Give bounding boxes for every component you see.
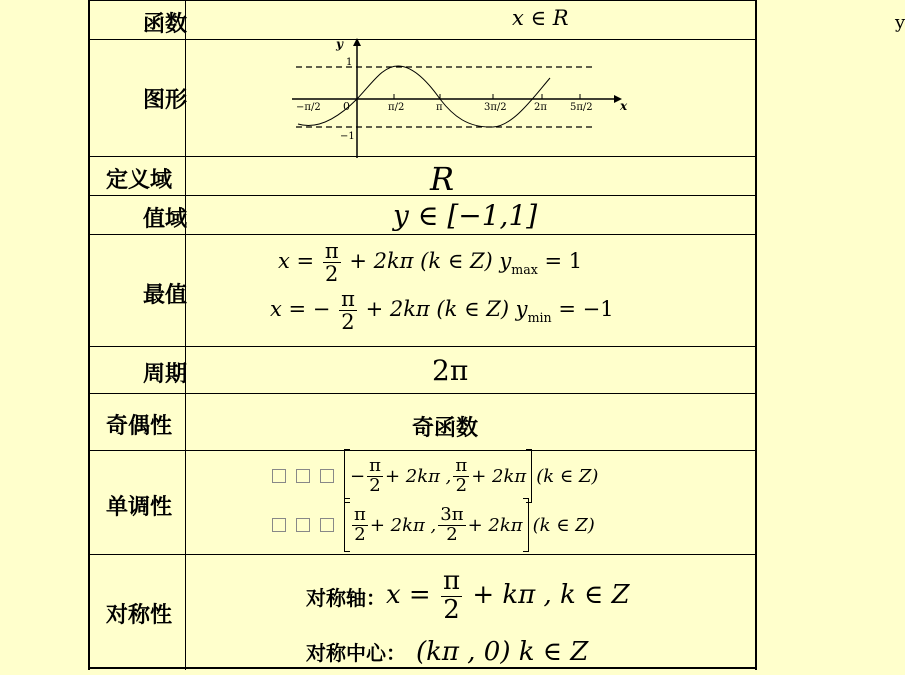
- row-divider: [89, 195, 756, 196]
- y-tick-neg1: −1: [340, 131, 355, 142]
- row-label-monotonicity: 单调性: [106, 495, 173, 520]
- sine-graph: [288, 38, 628, 160]
- x-tick-label: π/2: [388, 102, 405, 113]
- extrema-min-formula: x = − $\frac{\pi}{2}$ + 2kπ (k ∈ Z) $y_{min} = -1$: [270, 287, 614, 335]
- y-axis-label: y: [336, 37, 343, 51]
- x-tick-label: −π/2: [296, 102, 321, 113]
- parity-value: 奇函数: [412, 416, 479, 441]
- cut-off-text: y: [895, 12, 905, 33]
- row-label-period: 周期: [143, 362, 188, 387]
- row-divider: [89, 0, 756, 1]
- row-label-extrema: 最值: [143, 283, 188, 308]
- function-domain-value: x ∈ R: [512, 6, 569, 30]
- y-axis-arrow: [353, 38, 361, 46]
- table-left-border: [88, 0, 90, 670]
- sine-curve: [298, 66, 550, 127]
- y-tick-1: 1: [346, 57, 353, 68]
- row-label-symmetry: 对称性: [106, 603, 173, 628]
- table-right-border: [755, 0, 757, 670]
- monotonic-decrease-interval: $\frac{\pi}{2}$ + 2kπ , $\frac{3\pi}{2}$ + 2kπ (k ∈ Z): [272, 498, 595, 552]
- domain-value: R: [430, 160, 455, 198]
- row-label-function: 函数: [143, 12, 188, 37]
- period-value: 2π: [432, 354, 469, 387]
- symmetry-axis: 对称轴： x = $\frac{\pi}{2}$ + kπ , k ∈ Z: [306, 566, 630, 625]
- row-divider: [89, 234, 756, 235]
- row-label-domain: 定义域: [106, 168, 173, 193]
- x-axis-label: x: [620, 99, 628, 113]
- origin-label: 0: [343, 100, 350, 113]
- row-divider: [89, 554, 756, 555]
- row-label-parity: 奇偶性: [106, 414, 173, 439]
- symmetry-center: 对称中心： (kπ , 0) k ∈ Z: [306, 637, 589, 667]
- row-divider: [89, 346, 756, 347]
- row-label-range: 值域: [143, 207, 188, 232]
- x-tick-label: 5π/2: [570, 102, 593, 113]
- x-tick-label: π: [436, 102, 443, 113]
- x-tick-label: 2π: [534, 102, 547, 113]
- monotonic-increase-interval: − $\frac{\pi}{2}$ + 2kπ , $\frac{\pi}{2}$ + 2kπ (k ∈ Z): [272, 449, 598, 503]
- range-value: y ∈ [−1,1]: [393, 199, 538, 232]
- row-label-graph: 图形: [143, 88, 188, 113]
- x-tick-label: 3π/2: [484, 102, 507, 113]
- extrema-max-formula: x = $\frac{\pi}{2}$ + 2kπ (k ∈ Z) $y_{max} = 1$: [278, 239, 583, 287]
- row-divider: [89, 393, 756, 394]
